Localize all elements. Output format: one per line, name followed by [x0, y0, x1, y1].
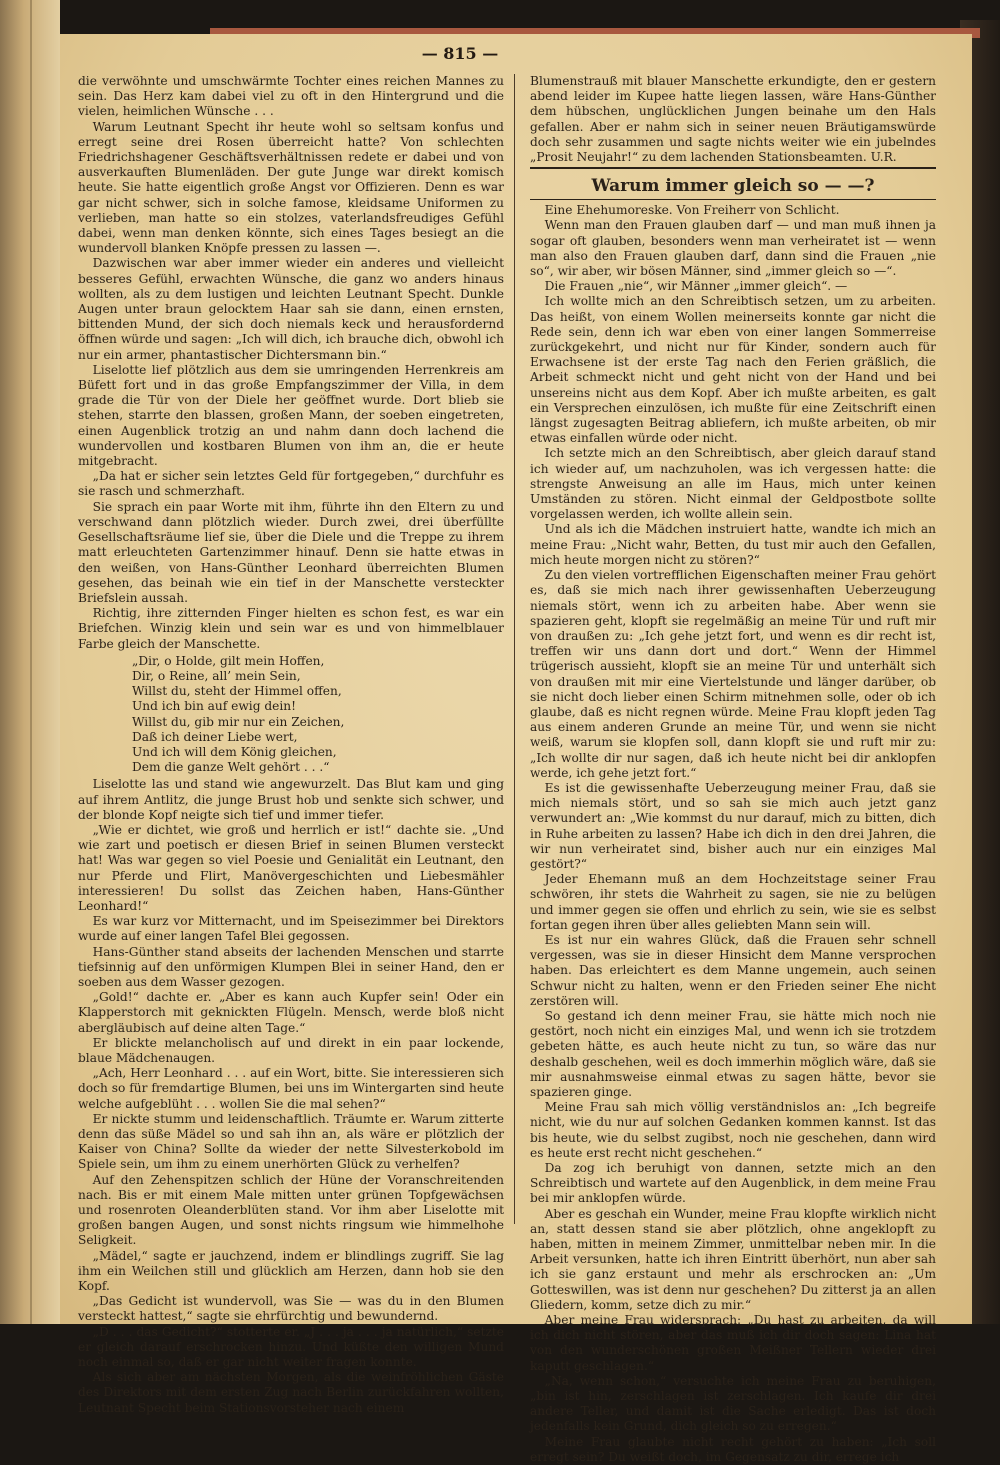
title-rule — [530, 199, 936, 200]
paragraph: Aber meine Frau widersprach: „Du hast zu arbeiten, da will ich dich nicht stören, aber das muß ich dir doch sagen: Lina hat von den wunderschönen großen Meißner Tellern wieder drei kaputt geschlagen.“ — [530, 1313, 936, 1373]
paragraph: Jeder Ehemann muß an dem Hochzeitstage seiner Frau schwören, ihr stets die Wahrheit zu sagen, sie nie zu belügen und immer gegen sie offen und ehrlich zu sein, wie sie es selbst fortan gegen ihren über alles geliebten Mann sein will. — [530, 872, 936, 932]
poem-line: Daß ich deiner Liebe wert, — [132, 729, 298, 744]
section-rule — [530, 167, 936, 169]
page-number: — 815 — — [421, 44, 499, 63]
binding-fold — [30, 0, 32, 1324]
paragraph: „Wie er dichtet, wie groß und herrlich er ist!“ dachte sie. „Und wie zart und poetisch er diesen Brief in seinen Blumen versteckt hat! Was war gegen so viel Poesie und Genialität ein Leutnant, den nur Pferde und Flirt, Manövergeschichten und Liebesmähler interessieren! Du sollst das Zeichen haben, Hans-Günther Leonhard!“ — [78, 822, 504, 913]
paragraph: Blumenstrauß mit blauer Manschette erkundigte, den er gestern abend leider im Kupee hatte liegen lassen, wäre Hans-Günther dem hübschen, unglücklichen Jungen beinahe um den Hals gefallen. Aber er nahm sich in seiner neuen Bräutigamswürde doch sehr zusammen und sagte nichts weiter wie ein jubelndes „Prosit Neujahr!“ zu dem lachenden Stationsbeamten. U.R. — [530, 74, 936, 165]
poem-line: „Dir, o Holde, gilt mein Hoffen, — [132, 653, 325, 668]
paragraph: Hans-Günther stand abseits der lachenden Menschen und starrte tiefsinnig auf den unförmigen Klumpen Blei in seiner Hand, den er soeben aus dem Wasser gezogen. — [78, 944, 504, 989]
paragraph: Und als ich die Mädchen instruiert hatte, wandte ich mich an meine Frau: „Nicht wahr, Betten, du tust mir auch den Gefallen, mich heute morgen nicht zu stören?“ — [530, 522, 936, 567]
paragraph: „Das Gedicht ist wundervoll, was Sie — was du in den Blumen versteckt hattest,“ sagte sie ehrfürchtig und bewundernd. — [78, 1294, 504, 1324]
paragraph: Sie sprach ein paar Worte mit ihm, führte ihn den Eltern zu und verschwand dann plötzlich wieder. Durch zwei, drei überfüllte Gesellschaftsräume lief sie, über die Diele und die Treppe zu ihrem matt erleuchteten Gartenzimmer hinauf. Denn sie hatte etwas in den weißen, von Hans-Günther Leonhard überreichten Blumen gesehen, das beinah wie ein tief in der Manschette versteckter Briefslein aussah. — [78, 499, 504, 605]
paragraph: Da zog ich beruhigt von dannen, setzte mich an den Schreibtisch und wartete auf den Augenblick, in dem meine Frau bei mir anklopfen würde. — [530, 1161, 936, 1206]
left-column — [78, 74, 504, 1416]
paragraph: „Gold!“ dachte er. „Aber es kann auch Kupfer sein! Oder ein Klapperstorch mit geknickten Flügeln. Mensch, werde bloß nicht abergläubisch auf deine alten Tage.“ — [78, 990, 504, 1035]
paragraph: Ich wollte mich an den Schreibtisch setzen, um zu arbeiten. Das heißt, von einem Wollen meinerseits konnte gar nicht die Rede sein, denn ich war eben von einer langen Sommerreise zurückgekehrt, und nicht nur für Kinder, sondern auch für Erwachsene ist der erste Tag nach den Ferien gräßlich, die Arbeit schmeckt nicht und geht nicht von der Hand und bei unsereins nicht aus dem Kopf. Aber ich mußte arbeiten, es galt ein Versprechen einzulösen, ich mußte für eine Zeitschrift einen längst zugesagten Beitrag abliefern, ich mußte arbeiten, ob mir etwas einfallen würde oder nicht. — [530, 294, 936, 446]
paragraph: „Ach, Herr Leonhard . . . auf ein Wort, bitte. Sie interessieren sich doch so für fremdartige Blumen, bei uns im Wintergarten sind heute welche aufgeblüht . . . wollen Sie die mal sehen?“ — [78, 1066, 504, 1111]
poem-line: Und ich will dem König gleichen, — [132, 744, 337, 759]
article-byline: Eine Ehehumoreske. Von Freiherr von Schlicht. — [544, 203, 840, 218]
paragraph: Dazwischen war aber immer wieder ein anderes und vielleicht besseres Gefühl, erwachten Wünsche, die ganz wo anders hinaus wollten, als zu dem lustigen und leichten Leutnant Specht. Dunkle Augen unter braun gelocktem Haar sah sie dann, einen ernsten, bittenden Mund, der sich doch niemals keck und herausfordernd öffnen würde und sagen: „Ich will dich, ich brauche dich, obwohl ich nur ein armer, phantastischer Dichtersmann bin.“ — [78, 256, 504, 362]
paragraph: Liselotte lief plötzlich aus dem sie umringenden Herrenkreis am Büfett fort und in das große Empfangszimmer der Villa, in dem grade die Tür von der Diele her geöffnet wurde. Dort blieb sie stehen, starrte den blassen, großen Mann, der soeben eingetreten, einen Augenblick trotzig an und nahm dann doch lachend die wundervollen und kostbaren Blumen von ihm an, die er heute mitgebracht. — [78, 362, 504, 469]
paragraph: „Na, wenn schon,“ versuchte ich meine Frau zu beruhigen, „bin ist hin, zerschlagen ist zerschlagen. Ich kaufe dir drei andere Teller, und damit ist die Sache erledigt. Das ist doch jedenfalls kein Grund, dich gleich so zu erregen.“ — [530, 1373, 936, 1434]
paragraph: Aber es geschah ein Wunder, meine Frau klopfte wirklich nicht an, statt dessen stand sie aber plötzlich, ohne angeklopft zu haben, mitten in meinem Zimmer, unmittelbar neben mir. In die Arbeit versunken, hatte ich ihren Eintritt überhört, nun aber sah ich sie ganz erstaunt und mehr als erschrocken an: „Um Gotteswillen, was ist denn nur geschehen? Du zitterst ja an allen Gliedern, komm, setze dich zu mir.“ — [530, 1206, 936, 1312]
paragraph: Es ist die gewissenhafte Ueberzeugung meiner Frau, daß sie mich niemals stört, und so sah sie mich auch jetzt ganz verwundert an: „Wie kommst du nur darauf, mich zu bitten, dich in Ruhe arbeiten zu lassen? Habe ich dich in den drei Jahren, die wir nun verheiratet sind, bisher auch nur ein einziges Mal gestört?“ — [530, 780, 936, 871]
poem-line: Dem die ganze Welt gehört . . .“ — [132, 760, 330, 775]
paragraph: „Da hat er sicher sein letztes Geld für fortgegeben,“ durchfuhr es sie rasch und schmerzhaft. — [78, 469, 504, 499]
paragraph: Es war kurz vor Mitternacht, und im Speisezimmer bei Direktors wurde auf einer langen Tafel Blei gegossen. — [78, 914, 504, 944]
article-title: Warum immer gleich so — —? — [591, 176, 875, 197]
paragraph: Wenn man den Frauen glauben darf — und man muß ihnen ja sogar oft glauben, besonders wenn man verheiratet ist — wenn man also den Frauen glauben darf, dann sind die Frauen „nie so“, wir aber, wir bösen Männer, sind „immer gleich so —“. — [530, 218, 936, 279]
poem-line: Dir, o Reine, all’ mein Sein, — [132, 668, 301, 683]
paragraph: Warum Leutnant Specht ihr heute wohl so seltsam konfus und erregt seine drei Rosen überreicht hatte? Von schlechten Friedrichshagener Geschäftsverhältnissen redete er dabei und von ausverkauften Blumenläden. Der gute Junge war direkt komisch heute. Sie hatte eigentlich große Angst vor Offizieren. Denn es war gar nicht schwer, sich in solche famose, kleidsame Uniformen zu verlieben, man hatte so ein stolzes, vaterlandsfreudiges Gefühl dabei, wenn man denken könnte, sich eines Tages besiegt an die wundervoll blanken Knöpfe pressen zu lassen —. — [78, 119, 504, 256]
paragraph: Meine Frau sah mich völlig verständnislos an: „Ich begreife nicht, wie du nur auf solchen Gedanken kommen kannst. Ist das bis heute, wie du selbst zugibst, noch nie geschehen, dann wird es heute erst recht nicht geschehen.“ — [530, 1100, 936, 1160]
paragraph: Die Frauen „nie“, wir Männer „immer gleich“. — — [544, 279, 848, 294]
paragraph: Er blickte melancholisch auf und direkt in ein paar lockende, blaue Mädchenaugen. — [78, 1035, 504, 1065]
paragraph: Als sich aber am nächsten Morgen, als die weinfröhlichen Gäste des Direktors mit dem ersten Zug nach Berlin zurückfahren wollten, Leutnant Specht beim Stationsvorsteher nach einem — [78, 1370, 504, 1415]
paragraph: So gestand ich denn meiner Frau, sie hätte mich noch nie gestört, noch nicht ein einziges Mal, und wenn ich sie trotzdem gebeten hätte, es auch heute nicht zu tun, so wäre das nur deshalb geschehen, weil es doch immerhin möglich wäre, daß sie mir ausnahmsweise einmal etwas zu sagen hätte, bevor sie spazieren ginge. — [530, 1008, 936, 1099]
paragraph: Er nickte stumm und leidenschaftlich. Träumte er. Warum zitterte denn das süße Mädel so und sah ihn an, als wäre er plötzlich der Kaiser von China? Sollte da wieder der nette Silvesterkobold im Spiele sein, um ihm zu einem unerhörten Glück zu verhelfen? — [78, 1111, 504, 1172]
paragraph: Liselotte las und stand wie angewurzelt. Das Blut kam und ging auf ihrem Antlitz, die junge Brust hob und senkte sich schwer, und der blonde Kopf neigte sich tief und immer tiefer. — [78, 777, 504, 822]
right-column — [530, 74, 936, 1465]
paragraph: Richtig, ihre zitternden Finger hielten es schon fest, es war ein Briefchen. Winzig klein und sein war es und von himmelblauer Farbe gleich der Manschette. — [78, 606, 504, 651]
paragraph: Es ist nur ein wahres Glück, daß die Frauen sehr schnell vergessen, was sie in dieser Hinsicht dem Manne versprochen haben. Das erleichtert es dem Manne ungemein, auch seinen Schwur nicht zu halten, wenn er den Frieden seiner Ehe nicht zerstören will. — [530, 932, 936, 1008]
paragraph: Auf den Zehenspitzen schlich der Hüne der Voranschreitenden nach. Bis er mit einem Male mitten unter grünen Topfgewächsen und rosenroten Oleanderblüten stand. Vor ihm aber Liselotte mit großen bangen Augen, und sonst nichts ringsum wie himmelhohe Seligkeit. — [78, 1172, 504, 1248]
paragraph: „D . . . das Gedicht?“ stotterte er. „J . . . ja . . . ja natürlich,“ setzte er gleich darauf erschrocken hinzu. Und küßte den willigen Mund noch einmal so, daß er gar nicht weiter fragen konnte. — [78, 1324, 504, 1370]
paragraph: Zu den vielen vortrefflichen Eigenschaften meiner Frau gehört es, daß sie mich nach ihrer gewissenhaften Ueberzeugung niemals stört, wenn ich zu arbeiten habe. Aber wenn sie spazieren geht, klopft sie regelmäßig an meine Tür und ruft mir von draußen zu: „Ich gehe jetzt fort, und wenn es dir recht ist, treffen wir uns dann dort und dort.“ Wenn der Himmel trügerisch aussieht, klopft sie an meine Tür und unterhält sich von draußen mit mir eine Viertelstunde und länger darüber, ob sie nicht doch lieber einen Schirm mitnehmen solle, oder ob ich glaube, daß es nicht regnen würde. Meine Frau klopft jeden Tag aus einem anderen Grunde an meine Tür, und wenn sie nicht weiß, warum sie klopfen soll, dann klopft sie und ruft mir zu: „Ich wollte dir nur sagen, daß ich heute nicht bei dir anklopfen werde, ich gehe jetzt fort.“ — [530, 568, 936, 780]
poem-line: Willst du, gib mir nur ein Zeichen, — [132, 714, 345, 729]
poem-line: Willst du, steht der Himmel offen, — [132, 684, 342, 699]
poem — [132, 654, 504, 776]
paragraph: Ich setzte mich an den Schreibtisch, aber gleich darauf stand ich wieder auf, um nachzuholen, was ich vergessen hatte: die strengste Anweisung an alle im Haus, mich unter keinen Umständen zu stören. Nicht einmal der Geldpostbote sollte vorgelassen werden, ich wollte allein sein. — [530, 446, 936, 522]
column-divider — [514, 74, 515, 1224]
poem-line: Und ich bin auf ewig dein! — [132, 699, 297, 714]
paragraph: die verwöhnte und umschwärmte Tochter eines reichen Mannes zu sein. Das Herz kam dabei viel zu oft in den Hintergrund und die vielen, heimlichen Wünsche . . . — [78, 74, 504, 119]
paragraph: Meine Frau glaubte nicht recht gehört zu haben: „Ich soll erregt sein? Du weißt doch, im Gegensatz zu dir, errege ich — [530, 1434, 936, 1464]
paragraph: „Mädel,“ sagte er jauchzend, indem er blindlings zugriff. Sie lag ihm ein Weilchen still und glücklich am Herzen, dann hob sie den Kopf. — [78, 1248, 504, 1294]
